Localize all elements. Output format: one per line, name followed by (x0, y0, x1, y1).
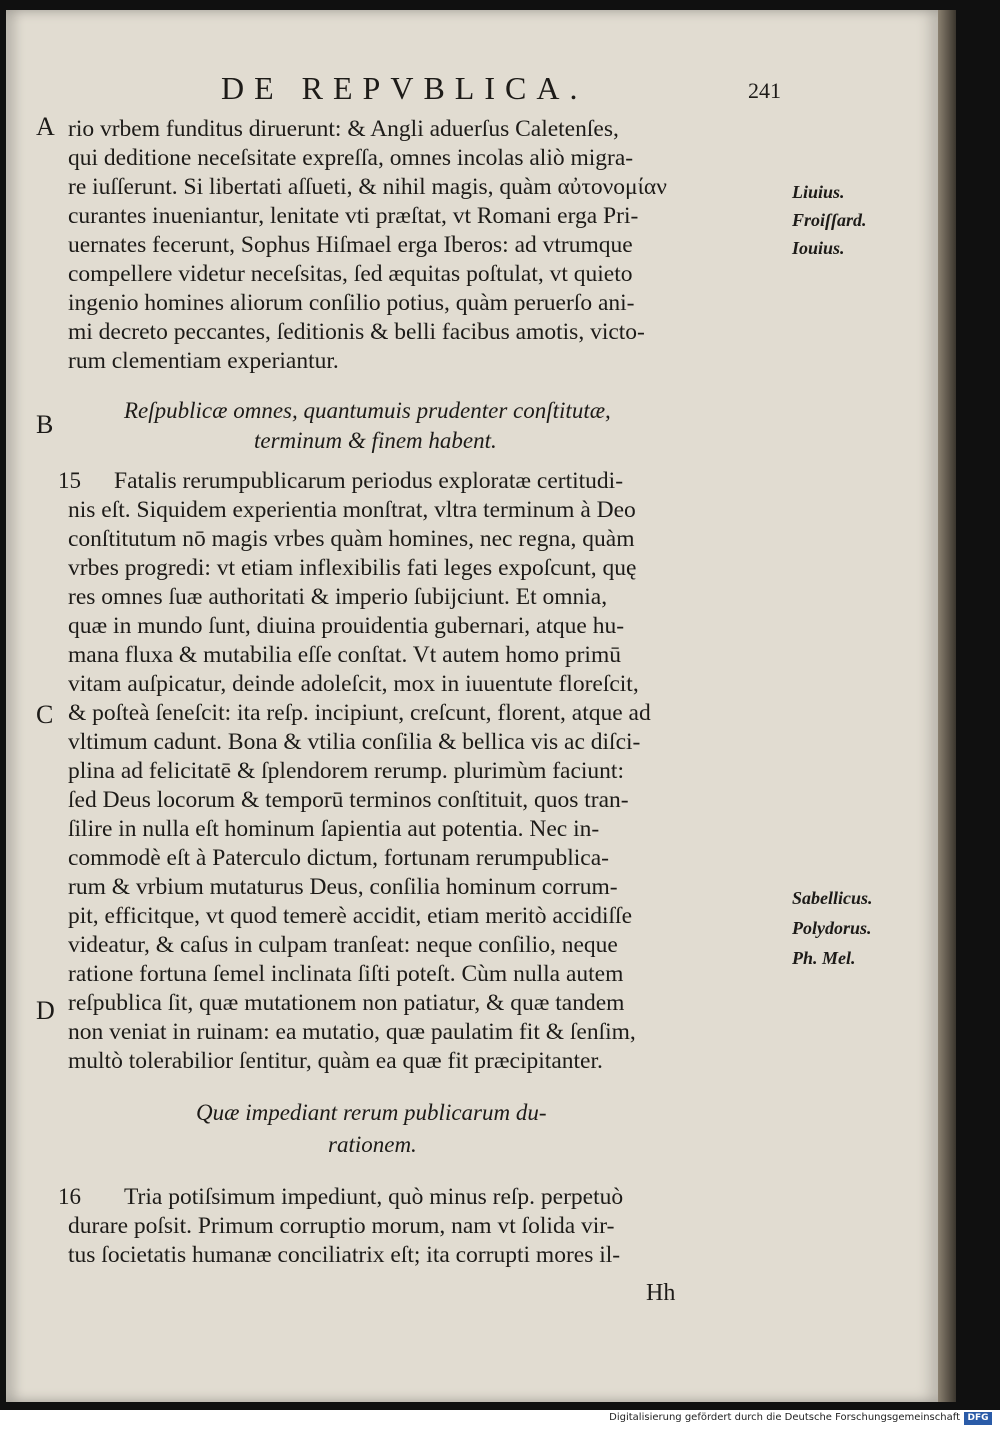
text-line: uernates fecerunt, Sophus Hiſmael erga Iberos: ad vtrumque (68, 232, 633, 258)
book-edge (938, 10, 956, 1402)
paragraph-number: 16 (58, 1184, 81, 1209)
side-note: Polydorus. (792, 918, 872, 938)
text-line: reſpublica ſit, quæ mutationem non patiatur, & quæ tandem (68, 990, 625, 1016)
book-page (6, 10, 938, 1402)
text-line: ratione fortuna ſemel inclinata ſiſti poteſt. Cùm nulla autem (68, 961, 624, 987)
text-line: multò tolerabilior ſentitur, quàm ea quæ fit præcipitanter. (68, 1048, 603, 1074)
text-line: plina ad felicitatē & ſplendorem rerump. plurimùm faciunt: (68, 758, 624, 784)
text-line: compellere videtur neceſsitas, ſed æquitas poſtulat, vt quieto (68, 261, 633, 287)
text-line: non veniat in ruinam: ea mutatio, quæ paulatim fit & ſenſim, (68, 1019, 636, 1045)
text-line: durare poſsit. Primum corruptio morum, nam vt ſolida vir- (68, 1213, 615, 1239)
funding-notice: Digitalisierung gefördert durch die Deutsche Forschungsgemeinschaft (609, 1412, 960, 1423)
text-line: ingenio homines aliorum conſilio potius, quàm peruerſo ani- (68, 290, 635, 316)
text-line: curantes inueniantur, lenitate vti præſtat, vt Romani erga Pri- (68, 203, 639, 229)
text-line: Fatalis rerumpublicarum periodus exploratæ certitudi- (114, 468, 624, 494)
footer-bar (0, 1410, 1000, 1429)
text-line: rum & vrbium mutaturus Deus, conſilia hominum corrum- (68, 874, 618, 900)
text-line: nis eſt. Siquidem experientia monſtrat, vltra terminum à Deo (68, 497, 636, 523)
dfg-logo: DFG (964, 1412, 992, 1425)
text-line: rio vrbem funditus diruerunt: & Angli aduerſus Caletenſes, (68, 116, 619, 142)
text-line: tus ſocietatis humanæ conciliatrix eſt; ita corrupti mores il- (68, 1242, 621, 1268)
side-note: Ph. Mel. (792, 948, 856, 968)
section-heading: Reſpublicæ omnes, quantumuis prudenter conſtitutæ, (124, 398, 611, 423)
side-note: Iouius. (792, 238, 845, 258)
side-note: Liuius. (792, 182, 845, 202)
text-line: vltimum cadunt. Bona & vtilia conſilia & bellica vis ac diſci- (68, 729, 641, 755)
margin-letter-d: D (36, 996, 55, 1025)
text-line: pit, efficitque, vt quod temerè accidit, etiam meritò accidiſſe (68, 903, 632, 929)
section-heading: Quæ impediant rerum publicarum du- (196, 1100, 547, 1125)
text-line: quæ in mundo ſunt, diuina prouidentia gubernari, atque hu- (68, 613, 625, 639)
running-head: DE REPVBLICA. (221, 70, 588, 106)
side-note: Sabellicus. (792, 888, 873, 908)
text-line: vitam auſpicatur, deinde adoleſcit, mox in iuuentute floreſcit, (68, 671, 639, 697)
text-line: conſtitutum nō magis vrbes quàm homines, nec regna, quàm (68, 526, 635, 552)
text-line: & poſteà ſeneſcit: ita reſp. incipiunt, creſcunt, florent, atque ad (68, 700, 651, 726)
page-number: 241 (748, 78, 781, 103)
text-line: re iuſſerunt. Si libertati aſſueti, & nihil magis, quàm αὐτονομίαν (68, 174, 667, 200)
catchword: Hh (646, 1280, 676, 1306)
text-line: commodè eſt à Paterculo dictum, fortunam rerumpublica- (68, 845, 609, 871)
margin-letter-a: A (36, 112, 55, 141)
text-line: mana fluxa & mutabilia eſſe conſtat. Vt autem homo primū (68, 642, 621, 668)
text-line: ſed Deus locorum & temporū terminos conſtituit, quos tran- (68, 787, 629, 813)
paragraph-number: 15 (58, 468, 81, 493)
text-line: Tria potiſsimum impediunt, quò minus reſp. perpetuò (124, 1184, 624, 1210)
section-heading: terminum & finem habent. (254, 428, 497, 453)
text-line: qui deditione neceſsitate expreſſa, omnes incolas aliò migra- (68, 145, 634, 171)
margin-letter-b: B (36, 410, 54, 439)
text-line: mi decreto peccantes, ſeditionis & belli facibus amotis, victo- (68, 319, 645, 345)
text-line: vrbes progredi: vt etiam inflexibilis fati leges expoſcunt, quę (68, 555, 637, 581)
section-heading: rationem. (328, 1132, 417, 1157)
text-line: res omnes ſuæ authoritati & imperio ſubijciunt. Et omnia, (68, 584, 608, 610)
text-line: videatur, & caſus in culpam tranſeat: neque conſilio, neque (68, 932, 618, 958)
text-line: ſilire in nulla eſt hominum ſapientia aut potentia. Nec in- (68, 816, 600, 842)
margin-letter-c: C (36, 700, 54, 729)
text-line: rum clementiam experiantur. (68, 348, 339, 374)
side-note: Froiſſard. (792, 210, 867, 230)
